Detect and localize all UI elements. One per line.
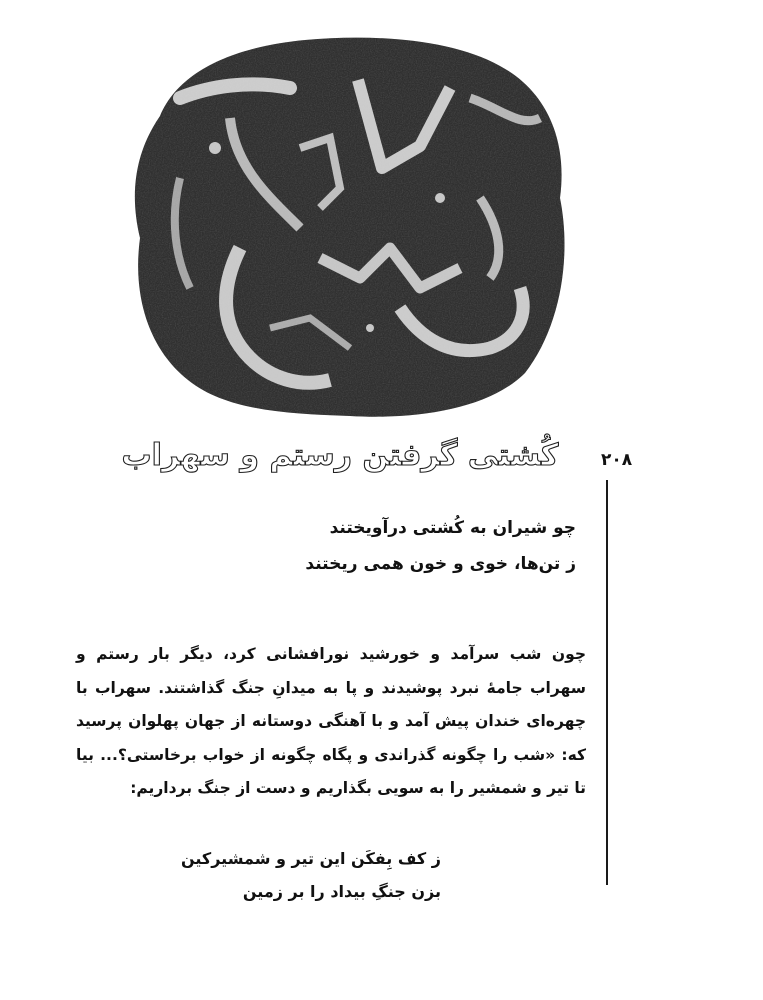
verse-line: بزن جنگِ بیداد را بر زمین bbox=[242, 882, 441, 901]
verse-line: ز کف بِفکَن این تیر و شمشیرکین bbox=[180, 849, 441, 868]
verse-couplet-2 bbox=[181, 842, 441, 908]
chapter-title-text: کُشتی گرفتن رستم و سهراب bbox=[121, 438, 559, 473]
chapter-title bbox=[121, 427, 559, 481]
rubbing-figures bbox=[120, 28, 575, 420]
verse-line: ز تن‌ها، خوی و خون همی ریختند bbox=[305, 554, 576, 574]
stone-rubbing-illustration bbox=[120, 28, 575, 420]
prose-paragraph: چون شب سرآمد و خورشید نورافشانی کرد، دیگر بار رستم و سهراب جامهٔ نبرد پوشیدند و پا به میدانِ جنگ گذاشتند. سهراب با چهره‌ای خندان پیش آمد و با آهنگی دوستانه از جهان پهلوان پرسید که: «شب را چگونه گذراندی و پگاه چگونه از خواب برخاستی؟... بیا تا تیر و شمشیر را به سویی بگذاریم و دست از جنگ برداریم: bbox=[76, 645, 586, 797]
verse-line: چو شیران به کُشتی درآویختند bbox=[329, 518, 576, 538]
verse-couplet-1 bbox=[305, 510, 576, 582]
margin-rule bbox=[606, 480, 608, 885]
page-number: ۲۰۸ bbox=[601, 450, 633, 470]
